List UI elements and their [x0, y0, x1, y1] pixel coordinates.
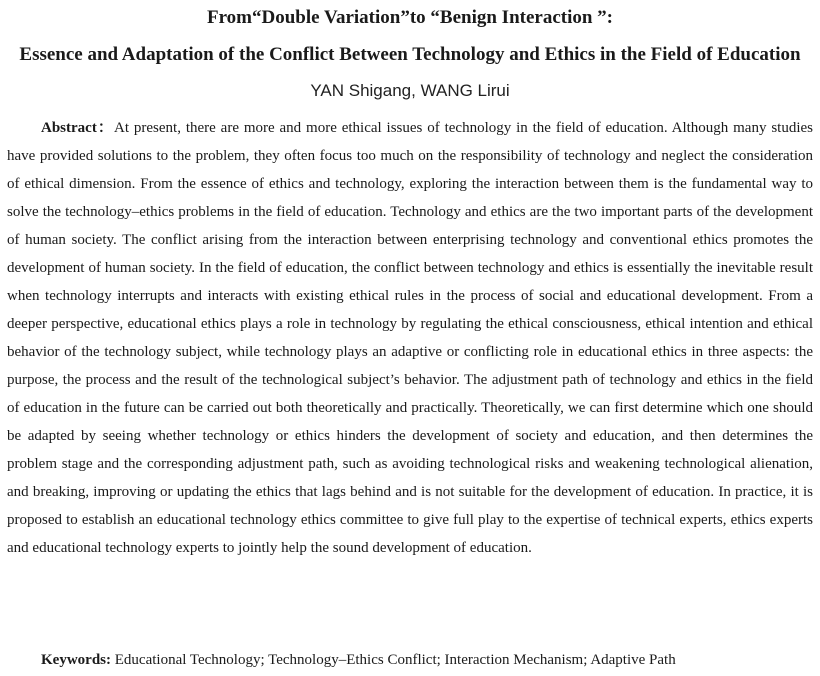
- keywords-label: Keywords:: [41, 652, 111, 668]
- paper-authors: YAN Shigang, WANG Lirui: [310, 81, 510, 100]
- abstract-paragraph: [7, 114, 813, 562]
- abstract-label: Abstract：: [41, 120, 115, 136]
- abstract-text: At present, there are more and more ethical issues of technology in the field of education. Although many studies have provided solutions to the problem, they often focus too much on the responsibility of technology and neglect the consideration of ethical dimension. From the essence of ethics and technology, exploring the interaction between them is the fundamental way to solve the technology–ethics problems in the field of education. Technology and ethics are the two important parts of the development of human society. The conflict arising from the interaction between enterprising technology and conventional ethics promotes the development of human society. In the field of education, the conflict between technology and ethics is essentially the inevitable result when technology interrupts and interacts with existing ethical rules in the process of social and educational development. From a deeper perspective, educational ethics plays a role in technology by regulating the ethical consciousness, ethical intention and ethical behavior of the technology subject, while technology plays an adaptive or conflicting role in educational ethics in three aspects: the purpose, the process and the result of the technological subject’s behavior. The adjustment path of technology and ethics in the field of education in the future can be carried out both theoretically and practically. Theoretically, we can first determine which one should be adapted by seeing whether technology or ethics hinders the development of society and education, and then determines the problem stage and the corresponding adjustment path, such as avoiding technological risks and weakening technological alienation, and breaking, improving or updating the ethics that lags behind and is not suitable for the development of education. In practice, it is proposed to establish an educational technology ethics committee to give full play to the expertise of technical experts, ethics experts and educational technology experts to jointly help the sound development of education.: [7, 120, 813, 556]
- keywords-text: Educational Technology; Technology–Ethics Conflict; Interaction Mechanism; Adaptive Path: [114, 652, 676, 668]
- paper-title-line-2: Essence and Adaptation of the Conflict Between Technology and Ethics in the Field of Education: [19, 44, 801, 65]
- keywords-line: [41, 646, 820, 674]
- paper-title-line-1: From“Double Variation”to “Benign Interaction ”:: [206, 7, 614, 28]
